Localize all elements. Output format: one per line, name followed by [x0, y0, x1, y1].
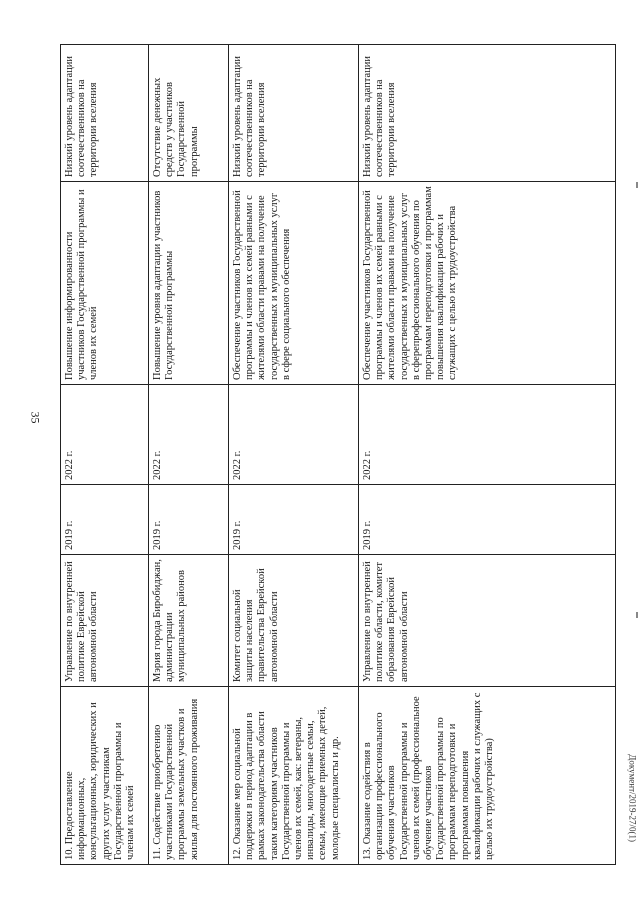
scan-mark: [636, 612, 638, 618]
table-row: [359, 45, 616, 865]
result-cell: Обеспечение участников Государственной программы и членов их семей равными с жителями области правами на получение государственных и муниципальных услуг в сферепрофессионального обучения по программам переподготовки и программам повышения квалификации рабочих и служащих с целью их трудоустройства: [359, 182, 616, 385]
consequence-cell: Низкий уровень адаптации соотечественников на территории вселения: [229, 45, 359, 182]
end-date-cell: 2022 г.: [359, 385, 616, 485]
start-date-cell: 2019 г.: [149, 485, 229, 555]
result-cell: Повышение уровня адаптации участников Государственной программы: [149, 182, 229, 385]
end-date-cell: 2022 г.: [61, 385, 149, 485]
table-row: [61, 45, 149, 865]
end-date-cell: 2022 г.: [229, 385, 359, 485]
measure-cell: 13. Оказание содействия в организации профессионального обучения участников Государственной программы и членов их семей (профессиональное обучение участников Государственной программы по программам переподготовки и программам повышения квалификации рабочих и служащих с целью их трудоустройства): [359, 687, 616, 865]
scan-mark: [636, 182, 638, 188]
executor-cell: Управление по внутренней политике области, комитет образования Еврейской автономной области: [359, 555, 616, 687]
measure-cell: 12. Оказание мер социальной поддержки в период адаптации в рамках законодательства области таким категориям участников Государственной программы и членов их семей, как: ветераны, инвалиды, многодетные семьи, семьи, имеющие приемных детей, молодые специалисты и др.: [229, 687, 359, 865]
measure-cell: 10. Предоставление информационных, консультационных, юридических и других услуг участникам Государственной программы и членам их семей: [61, 687, 149, 865]
start-date-cell: 2019 г.: [229, 485, 359, 555]
executor-cell: Комитет социальной защиты населения правительства Еврейской автономной области: [229, 555, 359, 687]
consequence-cell: Отсутствие денежных средств у участников Государственной программы: [149, 45, 229, 182]
executor-cell: Управление по внутренней политике Еврейской автономной области: [61, 555, 149, 687]
measures-table-container: [60, 45, 615, 865]
executor-cell: Мэрия города Биробиджан, администрации муниципальных районов: [149, 555, 229, 687]
document-footer: Документ/2019-27/0(1): [628, 754, 638, 842]
measure-cell: 11. Содействие приобретению участниками Государственной программы земельных участков и жилья для постоянного проживания: [149, 687, 229, 865]
result-cell: Обеспечение участников Государственной программы и членов их семей равными с жителями области правами на получение государственных и муниципальных услуг в сфере социального обеспечения: [229, 182, 359, 385]
result-cell: Повышение информированности участников Государственной программы и членов их семей: [61, 182, 149, 385]
consequence-cell: Низкий уровень адаптации соотечественников на территории вселения: [359, 45, 616, 182]
measures-table: [60, 44, 616, 865]
consequence-cell: Низкий уровень адаптации соотечественников на территории вселения: [61, 45, 149, 182]
table-row: [229, 45, 359, 865]
end-date-cell: 2022 г.: [149, 385, 229, 485]
table-row: [149, 45, 229, 865]
start-date-cell: 2019 г.: [61, 485, 149, 555]
page-number: 35: [28, 411, 43, 424]
start-date-cell: 2019 г.: [359, 485, 616, 555]
